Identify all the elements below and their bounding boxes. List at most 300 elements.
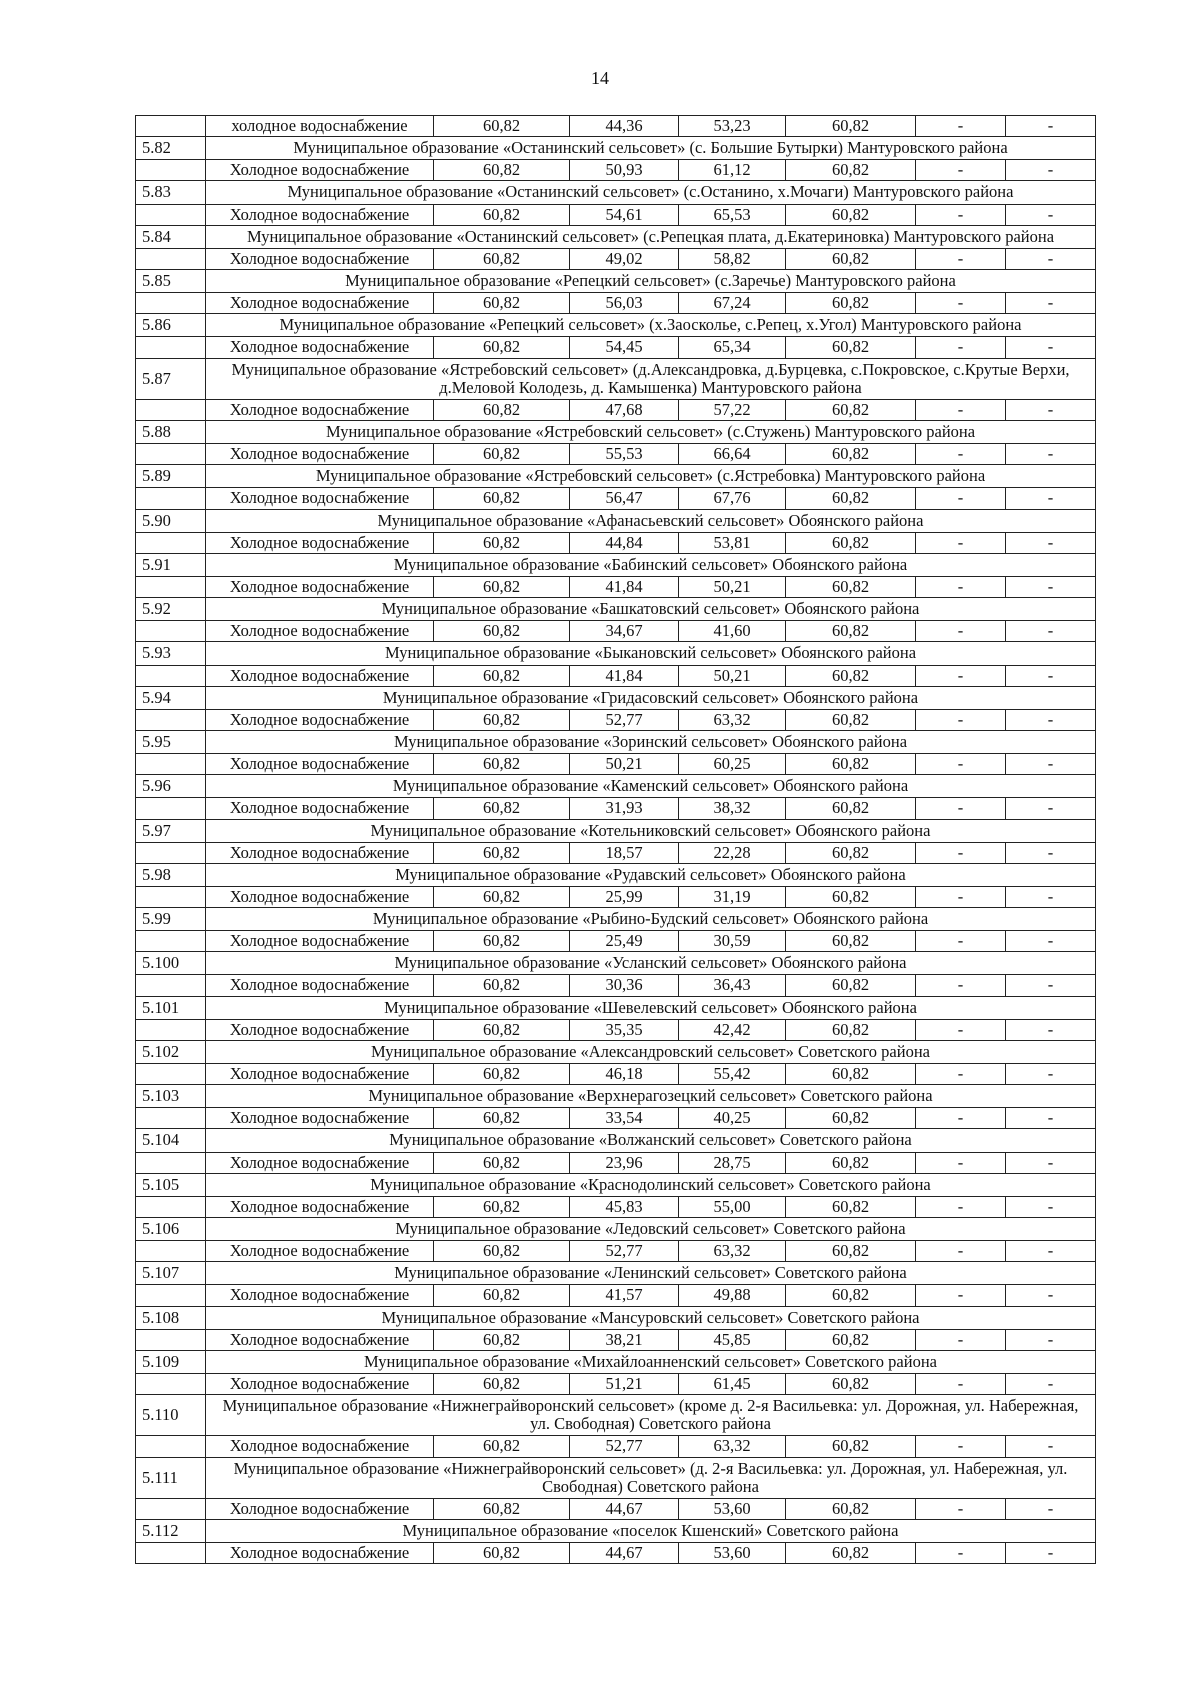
item-number	[136, 399, 206, 420]
value-2: 54,45	[570, 337, 679, 358]
item-number: 5.84	[136, 225, 206, 248]
service-name: Холодное водоснабжение	[206, 1329, 434, 1350]
service-name: Холодное водоснабжение	[206, 1498, 434, 1519]
item-number: 5.91	[136, 553, 206, 576]
empty-value-2: -	[1006, 399, 1096, 420]
value-2: 44,67	[570, 1543, 679, 1564]
section-header-row	[136, 509, 1096, 532]
value-4: 60,82	[786, 248, 916, 269]
municipality-title: Муниципальное образование «Волжанский сельсовет» Советского района	[206, 1129, 1096, 1152]
item-number: 5.106	[136, 1218, 206, 1241]
item-number: 5.107	[136, 1262, 206, 1285]
value-2: 30,36	[570, 975, 679, 996]
service-name: Холодное водоснабжение	[206, 842, 434, 863]
empty-value-1: -	[916, 1498, 1006, 1519]
value-3: 36,43	[679, 975, 786, 996]
item-number	[136, 1241, 206, 1262]
value-2: 44,36	[570, 116, 679, 137]
municipality-title: Муниципальное образование «Ястребовский сельсовет» (д.Александровка, д.Бурцевка, с.Покровское, с.Крутые Верхи, д.Меловой Колодезь, д. Камышенка) Мантуровского района	[206, 358, 1096, 399]
item-number	[136, 337, 206, 358]
item-number: 5.88	[136, 420, 206, 443]
section-header-row	[136, 465, 1096, 488]
value-3: 45,85	[679, 1329, 786, 1350]
empty-value-2: -	[1006, 576, 1096, 597]
empty-value-1: -	[916, 621, 1006, 642]
service-name: Холодное водоснабжение	[206, 1436, 434, 1457]
value-4: 60,82	[786, 204, 916, 225]
value-1: 60,82	[434, 665, 570, 686]
section-header-row	[136, 314, 1096, 337]
value-3: 67,24	[679, 293, 786, 314]
item-number	[136, 886, 206, 907]
service-name: Холодное водоснабжение	[206, 931, 434, 952]
empty-value-1: -	[916, 754, 1006, 775]
value-2: 52,77	[570, 1436, 679, 1457]
value-3: 60,25	[679, 754, 786, 775]
item-number: 5.105	[136, 1173, 206, 1196]
table-row	[136, 160, 1096, 181]
service-name: Холодное водоснабжение	[206, 293, 434, 314]
value-3: 65,53	[679, 204, 786, 225]
value-1: 60,82	[434, 160, 570, 181]
empty-value-2: -	[1006, 1543, 1096, 1564]
empty-value-1: -	[916, 532, 1006, 553]
value-2: 46,18	[570, 1064, 679, 1085]
value-4: 60,82	[786, 931, 916, 952]
empty-value-2: -	[1006, 754, 1096, 775]
value-4: 60,82	[786, 665, 916, 686]
item-number	[136, 1108, 206, 1129]
value-1: 60,82	[434, 1241, 570, 1262]
value-3: 50,21	[679, 665, 786, 686]
empty-value-1: -	[916, 931, 1006, 952]
empty-value-1: -	[916, 1285, 1006, 1306]
value-1: 60,82	[434, 798, 570, 819]
item-number	[136, 621, 206, 642]
value-2: 47,68	[570, 399, 679, 420]
section-header-row	[136, 996, 1096, 1019]
value-3: 55,00	[679, 1196, 786, 1217]
section-header-row	[136, 1262, 1096, 1285]
section-header-row	[136, 225, 1096, 248]
section-header-row	[136, 1218, 1096, 1241]
value-1: 60,82	[434, 1019, 570, 1040]
value-4: 60,82	[786, 886, 916, 907]
value-4: 60,82	[786, 1108, 916, 1129]
section-header-row	[136, 819, 1096, 842]
page-number: 14	[591, 68, 609, 88]
empty-value-1: -	[916, 399, 1006, 420]
section-header-row	[136, 1350, 1096, 1373]
table-row	[136, 1241, 1096, 1262]
section-header-row	[136, 420, 1096, 443]
value-1: 60,82	[434, 576, 570, 597]
municipality-title: Муниципальное образование «Башкатовский сельсовет» Обоянского района	[206, 598, 1096, 621]
value-4: 60,82	[786, 1241, 916, 1262]
value-4: 60,82	[786, 116, 916, 137]
item-number	[136, 665, 206, 686]
empty-value-2: -	[1006, 532, 1096, 553]
table-row	[136, 621, 1096, 642]
service-name: Холодное водоснабжение	[206, 488, 434, 509]
item-number	[136, 798, 206, 819]
empty-value-2: -	[1006, 1108, 1096, 1129]
item-number: 5.82	[136, 137, 206, 160]
value-2: 25,99	[570, 886, 679, 907]
empty-value-1: -	[916, 1241, 1006, 1262]
table-row	[136, 204, 1096, 225]
section-header-row	[136, 1040, 1096, 1063]
value-1: 60,82	[434, 1374, 570, 1395]
value-1: 60,82	[434, 337, 570, 358]
table-row	[136, 248, 1096, 269]
empty-value-1: -	[916, 1064, 1006, 1085]
service-name: Холодное водоснабжение	[206, 665, 434, 686]
service-name: Холодное водоснабжение	[206, 1152, 434, 1173]
item-number: 5.100	[136, 952, 206, 975]
value-1: 60,82	[434, 931, 570, 952]
value-1: 60,82	[434, 1152, 570, 1173]
empty-value-2: -	[1006, 160, 1096, 181]
item-number	[136, 1064, 206, 1085]
value-2: 51,21	[570, 1374, 679, 1395]
table-row	[136, 444, 1096, 465]
value-2: 41,84	[570, 665, 679, 686]
value-4: 60,82	[786, 337, 916, 358]
municipality-title: Муниципальное образование «поселок Кшенский» Советского района	[206, 1520, 1096, 1543]
item-number	[136, 1498, 206, 1519]
table-row	[136, 337, 1096, 358]
value-3: 61,45	[679, 1374, 786, 1395]
service-name: Холодное водоснабжение	[206, 886, 434, 907]
value-2: 41,84	[570, 576, 679, 597]
item-number: 5.83	[136, 181, 206, 204]
table-row	[136, 886, 1096, 907]
value-3: 63,32	[679, 1241, 786, 1262]
municipality-title: Муниципальное образование «Котельниковский сельсовет» Обоянского района	[206, 819, 1096, 842]
municipality-title: Муниципальное образование «Афанасьевский сельсовет» Обоянского района	[206, 509, 1096, 532]
value-4: 60,82	[786, 1329, 916, 1350]
municipality-title: Муниципальное образование «Михайлоанненский сельсовет» Советского района	[206, 1350, 1096, 1373]
value-4: 60,82	[786, 1374, 916, 1395]
item-number: 5.96	[136, 775, 206, 798]
municipality-title: Муниципальное образование «Репецкий сельсовет» (с.Заречье) Мантуровского района	[206, 269, 1096, 292]
value-3: 53,81	[679, 532, 786, 553]
table-row	[136, 576, 1096, 597]
table-row	[136, 532, 1096, 553]
value-1: 60,82	[434, 1498, 570, 1519]
empty-value-1: -	[916, 160, 1006, 181]
item-number	[136, 532, 206, 553]
value-4: 60,82	[786, 1019, 916, 1040]
item-number: 5.110	[136, 1395, 206, 1436]
value-2: 25,49	[570, 931, 679, 952]
empty-value-1: -	[916, 293, 1006, 314]
empty-value-2: -	[1006, 444, 1096, 465]
empty-value-1: -	[916, 1329, 1006, 1350]
value-1: 60,82	[434, 1196, 570, 1217]
section-header-row	[136, 952, 1096, 975]
item-number: 5.112	[136, 1520, 206, 1543]
section-header-row	[136, 1129, 1096, 1152]
value-3: 42,42	[679, 1019, 786, 1040]
service-name: Холодное водоснабжение	[206, 337, 434, 358]
item-number: 5.90	[136, 509, 206, 532]
empty-value-2: -	[1006, 293, 1096, 314]
value-4: 60,82	[786, 1543, 916, 1564]
value-4: 60,82	[786, 798, 916, 819]
empty-value-2: -	[1006, 886, 1096, 907]
empty-value-2: -	[1006, 665, 1096, 686]
empty-value-2: -	[1006, 1498, 1096, 1519]
value-1: 60,82	[434, 293, 570, 314]
municipality-title: Муниципальное образование «Верхнерагозецкий сельсовет» Советского района	[206, 1085, 1096, 1108]
service-name: Холодное водоснабжение	[206, 975, 434, 996]
value-3: 67,76	[679, 488, 786, 509]
item-number: 5.95	[136, 730, 206, 753]
value-3: 57,22	[679, 399, 786, 420]
value-3: 65,34	[679, 337, 786, 358]
value-1: 60,82	[434, 1285, 570, 1306]
item-number	[136, 931, 206, 952]
value-2: 33,54	[570, 1108, 679, 1129]
table-row	[136, 1543, 1096, 1564]
item-number	[136, 1436, 206, 1457]
table-row	[136, 1108, 1096, 1129]
empty-value-2: -	[1006, 337, 1096, 358]
item-number: 5.89	[136, 465, 206, 488]
table-row	[136, 399, 1096, 420]
service-name: Холодное водоснабжение	[206, 444, 434, 465]
value-2: 31,93	[570, 798, 679, 819]
service-name: Холодное водоснабжение	[206, 754, 434, 775]
empty-value-1: -	[916, 116, 1006, 137]
empty-value-2: -	[1006, 1436, 1096, 1457]
item-number	[136, 709, 206, 730]
value-4: 60,82	[786, 621, 916, 642]
item-number	[136, 204, 206, 225]
municipality-title: Муниципальное образование «Нижнеграйворонский сельсовет» (д. 2-я Васильевка: ул. Дорожная, ул. Набережная, ул. Свободная) Советского района	[206, 1457, 1096, 1498]
value-1: 60,82	[434, 1108, 570, 1129]
empty-value-1: -	[916, 975, 1006, 996]
empty-value-1: -	[916, 1374, 1006, 1395]
table-row	[136, 709, 1096, 730]
municipality-title: Муниципальное образование «Ленинский сельсовет» Советского района	[206, 1262, 1096, 1285]
table-row	[136, 1019, 1096, 1040]
empty-value-1: -	[916, 337, 1006, 358]
item-number	[136, 444, 206, 465]
value-2: 38,21	[570, 1329, 679, 1350]
value-4: 60,82	[786, 842, 916, 863]
empty-value-1: -	[916, 1019, 1006, 1040]
item-number: 5.93	[136, 642, 206, 665]
item-number: 5.87	[136, 358, 206, 399]
value-2: 41,57	[570, 1285, 679, 1306]
value-1: 60,82	[434, 754, 570, 775]
section-header-row	[136, 863, 1096, 886]
value-1: 60,82	[434, 709, 570, 730]
item-number: 5.97	[136, 819, 206, 842]
empty-value-1: -	[916, 444, 1006, 465]
value-2: 50,93	[570, 160, 679, 181]
municipality-title: Муниципальное образование «Ледовский сельсовет» Советского района	[206, 1218, 1096, 1241]
value-3: 63,32	[679, 1436, 786, 1457]
municipality-title: Муниципальное образование «Шевелевский сельсовет» Обоянского района	[206, 996, 1096, 1019]
section-header-row	[136, 269, 1096, 292]
empty-value-1: -	[916, 798, 1006, 819]
value-3: 40,25	[679, 1108, 786, 1129]
section-header-row	[136, 598, 1096, 621]
municipality-title: Муниципальное образование «Рыбино-Будский сельсовет» Обоянского района	[206, 908, 1096, 931]
empty-value-2: -	[1006, 116, 1096, 137]
item-number	[136, 576, 206, 597]
empty-value-2: -	[1006, 975, 1096, 996]
value-4: 60,82	[786, 1498, 916, 1519]
item-number: 5.94	[136, 686, 206, 709]
item-number	[136, 842, 206, 863]
empty-value-2: -	[1006, 1019, 1096, 1040]
service-name: Холодное водоснабжение	[206, 1543, 434, 1564]
item-number	[136, 1152, 206, 1173]
value-2: 49,02	[570, 248, 679, 269]
value-1: 60,82	[434, 116, 570, 137]
section-header-row	[136, 358, 1096, 399]
empty-value-1: -	[916, 204, 1006, 225]
table-row	[136, 798, 1096, 819]
value-4: 60,82	[786, 709, 916, 730]
table-row	[136, 842, 1096, 863]
value-4: 60,82	[786, 576, 916, 597]
item-number	[136, 116, 206, 137]
table-row	[136, 1064, 1096, 1085]
item-number	[136, 293, 206, 314]
value-3: 31,19	[679, 886, 786, 907]
value-3: 55,42	[679, 1064, 786, 1085]
table-row	[136, 975, 1096, 996]
table-body	[136, 116, 1096, 1564]
service-name: Холодное водоснабжение	[206, 1064, 434, 1085]
value-1: 60,82	[434, 621, 570, 642]
empty-value-2: -	[1006, 1152, 1096, 1173]
value-3: 61,12	[679, 160, 786, 181]
item-number	[136, 754, 206, 775]
item-number	[136, 1285, 206, 1306]
table-row	[136, 1374, 1096, 1395]
service-name: Холодное водоснабжение	[206, 798, 434, 819]
value-2: 50,21	[570, 754, 679, 775]
value-2: 44,84	[570, 532, 679, 553]
value-3: 30,59	[679, 931, 786, 952]
value-1: 60,82	[434, 1329, 570, 1350]
section-header-row	[136, 908, 1096, 931]
value-3: 63,32	[679, 709, 786, 730]
value-3: 53,23	[679, 116, 786, 137]
item-number: 5.103	[136, 1085, 206, 1108]
empty-value-1: -	[916, 1152, 1006, 1173]
item-number: 5.101	[136, 996, 206, 1019]
value-1: 60,82	[434, 886, 570, 907]
value-1: 60,82	[434, 488, 570, 509]
empty-value-1: -	[916, 576, 1006, 597]
table-row	[136, 1152, 1096, 1173]
value-2: 55,53	[570, 444, 679, 465]
municipality-title: Муниципальное образование «Рудавский сельсовет» Обоянского района	[206, 863, 1096, 886]
municipality-title: Муниципальное образование «Усланский сельсовет» Обоянского района	[206, 952, 1096, 975]
table-row	[136, 1329, 1096, 1350]
empty-value-2: -	[1006, 248, 1096, 269]
item-number: 5.92	[136, 598, 206, 621]
item-number: 5.98	[136, 863, 206, 886]
item-number	[136, 975, 206, 996]
value-3: 28,75	[679, 1152, 786, 1173]
service-name: Холодное водоснабжение	[206, 1241, 434, 1262]
table-row	[136, 931, 1096, 952]
value-2: 18,57	[570, 842, 679, 863]
service-name: Холодное водоснабжение	[206, 399, 434, 420]
empty-value-1: -	[916, 842, 1006, 863]
value-2: 52,77	[570, 1241, 679, 1262]
item-number	[136, 488, 206, 509]
item-number: 5.109	[136, 1350, 206, 1373]
service-name: Холодное водоснабжение	[206, 1196, 434, 1217]
municipality-title: Муниципальное образование «Быкановский сельсовет» Обоянского района	[206, 642, 1096, 665]
service-name: Холодное водоснабжение	[206, 204, 434, 225]
service-name: Холодное водоснабжение	[206, 1285, 434, 1306]
value-2: 45,83	[570, 1196, 679, 1217]
municipality-title: Муниципальное образование «Нижнеграйворонский сельсовет» (кроме д. 2-я Васильевка: ул. Дорожная, ул. Набережная, ул. Свободная) Советского района	[206, 1395, 1096, 1436]
empty-value-2: -	[1006, 1374, 1096, 1395]
section-header-row	[136, 181, 1096, 204]
value-2: 56,47	[570, 488, 679, 509]
service-name: Холодное водоснабжение	[206, 160, 434, 181]
table-row	[136, 1285, 1096, 1306]
service-name: Холодное водоснабжение	[206, 576, 434, 597]
value-3: 49,88	[679, 1285, 786, 1306]
value-4: 60,82	[786, 1152, 916, 1173]
value-3: 66,64	[679, 444, 786, 465]
value-2: 56,03	[570, 293, 679, 314]
empty-value-1: -	[916, 886, 1006, 907]
value-1: 60,82	[434, 1543, 570, 1564]
section-header-row	[136, 686, 1096, 709]
section-header-row	[136, 730, 1096, 753]
empty-value-2: -	[1006, 1241, 1096, 1262]
value-1: 60,82	[434, 842, 570, 863]
service-name: Холодное водоснабжение	[206, 1374, 434, 1395]
item-number: 5.102	[136, 1040, 206, 1063]
value-4: 60,82	[786, 754, 916, 775]
value-1: 60,82	[434, 248, 570, 269]
section-header-row	[136, 1085, 1096, 1108]
value-4: 60,82	[786, 293, 916, 314]
item-number: 5.99	[136, 908, 206, 931]
section-header-row	[136, 1306, 1096, 1329]
service-name: Холодное водоснабжение	[206, 1019, 434, 1040]
item-number	[136, 248, 206, 269]
service-name: Холодное водоснабжение	[206, 709, 434, 730]
empty-value-1: -	[916, 1543, 1006, 1564]
value-4: 60,82	[786, 488, 916, 509]
value-3: 53,60	[679, 1498, 786, 1519]
empty-value-2: -	[1006, 842, 1096, 863]
empty-value-2: -	[1006, 1064, 1096, 1085]
empty-value-2: -	[1006, 621, 1096, 642]
service-name: Холодное водоснабжение	[206, 1108, 434, 1129]
table-row	[136, 293, 1096, 314]
tariff-table	[135, 115, 1096, 1564]
table-row	[136, 116, 1096, 137]
service-name: Холодное водоснабжение	[206, 621, 434, 642]
